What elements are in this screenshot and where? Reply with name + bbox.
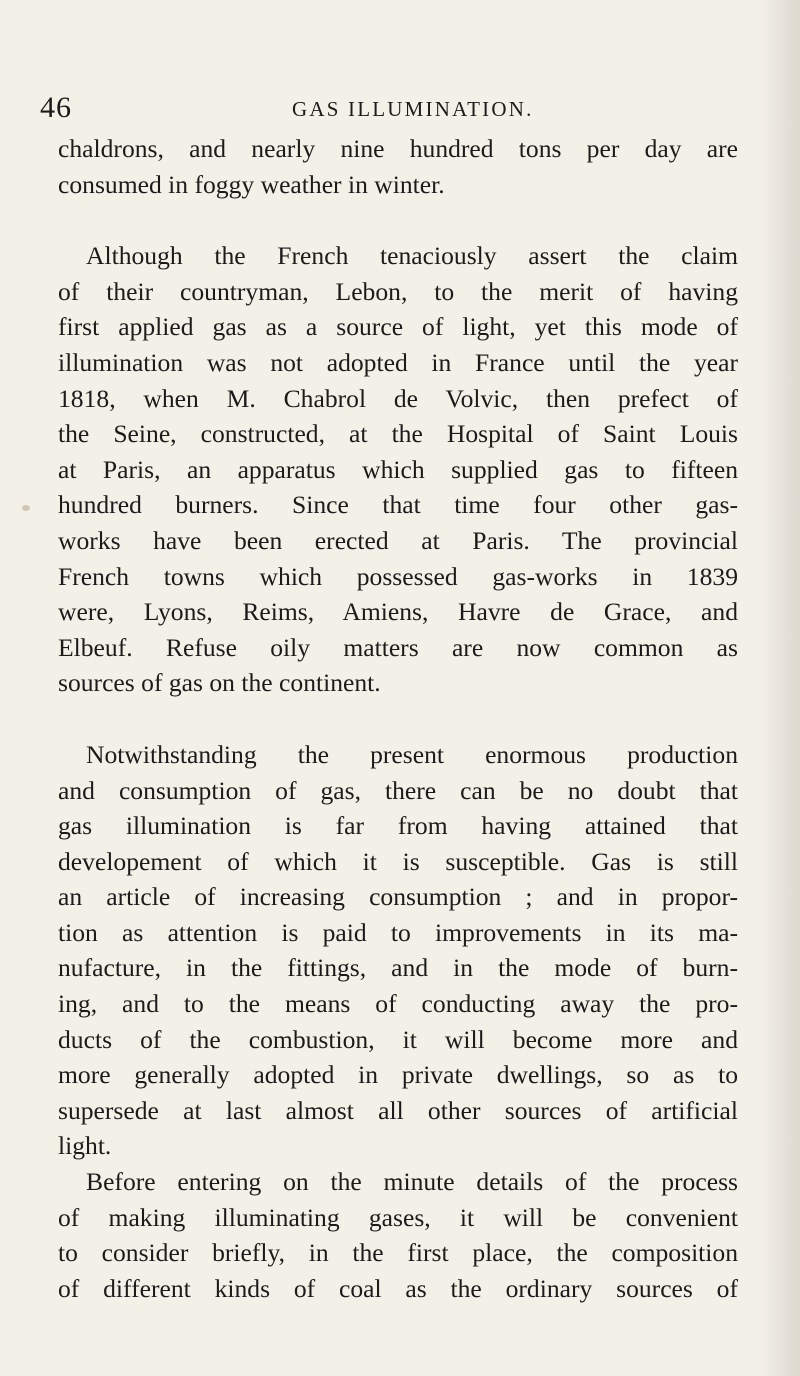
page-header [0,88,800,128]
page-number: 46 [40,91,72,124]
text-line: developement of which it is susceptible. Gas is still [58,846,738,876]
text-line: at Paris, an apparatus which supplied gas to fifteen [58,454,738,484]
text-line: were, Lyons, Reims, Amiens, Havre de Grace, and [58,597,738,627]
text-line: light. [58,1131,112,1161]
text-line: illumination was not adopted in France until the year [58,347,738,377]
text-line: and consumption of gas, there can be no doubt that [58,775,738,805]
text-line: first applied gas as a source of light, yet this mode of [58,312,738,342]
running-head: GAS ILLUMINATION. [292,97,534,121]
text-line: of their countryman, Lebon, to the merit of having [58,276,738,306]
text-line: supersede at last almost all other sources of artificial [58,1095,738,1125]
text-line: chaldrons, and nearly nine hundred tons per day are [58,134,738,163]
text-line: an article of increasing consumption ; and in propor- [58,882,738,912]
text-line: gas illumination is far from having attained that [58,811,738,841]
paragraph [58,737,738,1164]
text-line: French towns which possessed gas-works in 1839 [58,561,738,591]
text-line: ing, and to the means of conducting away the pro- [58,989,738,1019]
paragraph [58,1164,738,1306]
text-line: tion as attention is paid to improvements in its ma- [58,917,738,947]
text-line: more generally adopted in private dwellings, so as to [58,1060,738,1090]
text-line: nufacture, in the fittings, and in the mode of burn- [58,953,738,983]
text-line: Although the French tenaciously assert the claim [86,241,738,271]
text-line: hundred burners. Since that time four other gas- [58,490,738,520]
text-line: 1818, when M. Chabrol de Volvic, then prefect of [58,383,738,413]
page-stain [22,505,30,511]
text-line: sources of gas on the continent. [58,668,381,698]
text-line: consumed in foggy weather in winter. [58,169,445,199]
text-line: Before entering on the minute details of the process [86,1167,738,1197]
text-line: Elbeuf. Refuse oily matters are now common as [58,632,738,662]
text-line: Notwithstanding the present enormous production [86,739,738,769]
body-text [58,131,738,1306]
paragraph [58,131,738,202]
text-line: to consider briefly, in the first place, the composition [58,1238,738,1268]
paragraph [58,238,738,701]
text-line: works have been erected at Paris. The provincial [58,525,738,555]
text-line: the Seine, constructed, at the Hospital of Saint Louis [58,419,738,449]
text-line: ducts of the combustion, it will become more and [58,1024,738,1054]
text-line: of making illuminating gases, it will be convenient [58,1202,738,1232]
text-line: of different kinds of coal as the ordinary sources of [58,1273,738,1303]
